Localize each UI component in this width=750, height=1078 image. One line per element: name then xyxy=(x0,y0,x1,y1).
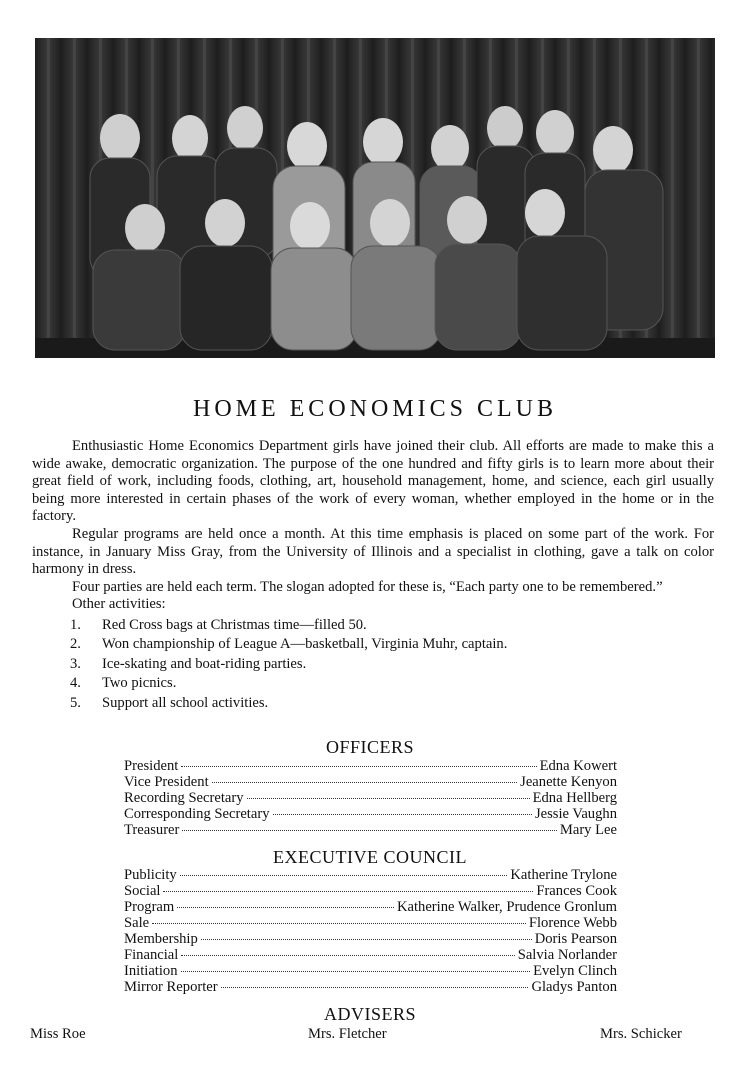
list-item xyxy=(70,694,714,714)
activities-intro: Other activities: xyxy=(72,596,166,613)
roster-row xyxy=(124,790,617,806)
group-photo-illustration xyxy=(35,38,715,358)
group-photo xyxy=(35,38,715,358)
list-item-text: Ice-skating and boat-riding parties. xyxy=(102,655,307,672)
leader-dots xyxy=(152,923,526,924)
roster-row xyxy=(124,758,617,774)
list-item-number: 5. xyxy=(70,694,81,711)
leader-dots xyxy=(273,814,532,815)
leader-dots xyxy=(181,971,531,972)
leader-dots xyxy=(182,830,556,831)
leader-dots xyxy=(180,875,508,876)
role-label: Vice President xyxy=(124,774,209,790)
leader-dots xyxy=(163,891,533,892)
member-name: Edna Hellberg xyxy=(532,790,617,806)
member-name: Jessie Vaughn xyxy=(534,806,617,822)
roster-row xyxy=(124,822,617,838)
list-item xyxy=(70,655,714,675)
leader-dots xyxy=(177,907,394,908)
member-name: Salvia Norlander xyxy=(517,947,617,963)
adviser-name: Miss Roe xyxy=(30,1026,86,1042)
leader-dots xyxy=(181,766,536,767)
list-item-number: 1. xyxy=(70,616,81,633)
paragraph-2: Regular programs are held once a month. At this time emphasis is placed on some part of the work. For instance, in January Miss Gray, from the University of Illinois and a specialist in clothing, gave a talk on color harmony in dress. xyxy=(32,525,714,578)
role-label: Program xyxy=(124,899,175,915)
council-heading: EXECUTIVE COUNCIL xyxy=(273,847,467,867)
roster-row xyxy=(124,963,617,979)
council-roster xyxy=(124,867,617,995)
article-body xyxy=(32,438,714,713)
roster-row xyxy=(124,979,617,995)
role-label: Treasurer xyxy=(124,822,180,838)
list-item-text: Red Cross bags at Christmas time—filled 50. xyxy=(102,616,367,633)
role-label: Publicity xyxy=(124,867,177,883)
page-title: HOME ECONOMICS CLUB xyxy=(192,396,558,422)
roster-row xyxy=(124,899,617,915)
roster-row xyxy=(124,947,617,963)
leader-dots xyxy=(201,939,532,940)
role-label: President xyxy=(124,758,179,774)
list-item-number: 2. xyxy=(70,636,81,653)
officers-roster xyxy=(124,758,617,838)
role-label: Corresponding Secretary xyxy=(124,806,270,822)
roster-row xyxy=(124,774,617,790)
role-label: Recording Secretary xyxy=(124,790,244,806)
member-name: Gladys Panton xyxy=(531,979,617,995)
list-item xyxy=(70,635,714,655)
role-label: Mirror Reporter xyxy=(124,979,218,995)
activities-list xyxy=(32,616,714,714)
list-item-text: Support all school activities. xyxy=(102,694,269,711)
member-name: Doris Pearson xyxy=(534,931,617,947)
list-item xyxy=(70,674,714,694)
leader-dots xyxy=(212,782,518,783)
list-item-text: Won championship of League A—basketball, Virginia Muhr, captain. xyxy=(102,636,508,653)
member-name: Jeanette Kenyon xyxy=(520,774,617,790)
advisers-heading: ADVISERS xyxy=(323,1004,416,1024)
roster-row xyxy=(124,883,617,899)
member-name: Evelyn Clinch xyxy=(533,963,617,979)
role-label: Financial xyxy=(124,947,179,963)
role-label: Social xyxy=(124,883,161,899)
role-label: Membership xyxy=(124,931,198,947)
member-name: Edna Kowert xyxy=(539,758,617,774)
member-name: Mary Lee xyxy=(559,822,617,838)
roster-row xyxy=(124,867,617,883)
roster-row xyxy=(124,806,617,822)
adviser-name: Mrs. Fletcher xyxy=(308,1026,387,1042)
member-name: Frances Cook xyxy=(536,883,617,899)
role-label: Sale xyxy=(124,915,150,931)
list-item-number: 4. xyxy=(70,675,81,692)
roster-row xyxy=(124,915,617,931)
leader-dots xyxy=(181,955,514,956)
roster-row xyxy=(124,931,617,947)
paragraph-1: Enthusiastic Home Economics Department girls have joined their club. All efforts are made to make this a wide awake, democratic organization. The purpose of the one hundred and fifty girls is to learn more about their great field of work, including foods, clothing, art, household management, home, and science, each girl usually being more interested in certain phases of the work of every woman, whether employed in the home or in the factory. xyxy=(32,438,714,525)
paragraph-3: Four parties are held each term. The slogan adopted for these is, “Each party one to be remembered.” xyxy=(72,578,663,595)
member-name: Katherine Walker, Prudence Gronlum xyxy=(396,899,617,915)
officers-heading: OFFICERS xyxy=(325,737,415,757)
member-name: Florence Webb xyxy=(528,915,617,931)
role-label: Initiation xyxy=(124,963,178,979)
list-item xyxy=(70,616,714,636)
leader-dots xyxy=(221,987,529,988)
list-item-text: Two picnics. xyxy=(102,675,177,692)
list-item-number: 3. xyxy=(70,655,81,672)
leader-dots xyxy=(247,798,530,799)
adviser-name: Mrs. Schicker xyxy=(600,1026,682,1042)
member-name: Katherine Trylone xyxy=(510,867,617,883)
